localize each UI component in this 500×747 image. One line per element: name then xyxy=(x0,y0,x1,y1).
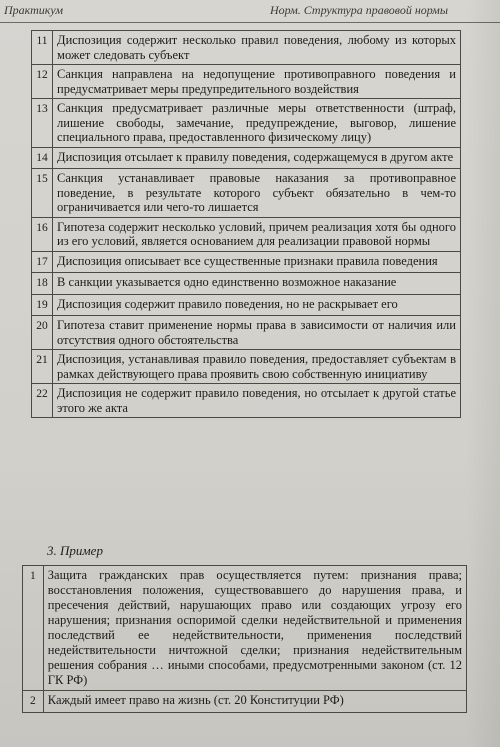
table-row xyxy=(23,691,467,713)
section-title: 3. Пример xyxy=(47,543,103,558)
row-number: 17 xyxy=(32,251,53,273)
example-table xyxy=(22,565,467,713)
row-number: 16 xyxy=(32,217,53,251)
row-text: Диспозиция отсылает к правилу поведения, содержащемуся в другом акте xyxy=(53,147,461,169)
row-number: 14 xyxy=(32,147,53,169)
row-number: 13 xyxy=(32,99,53,148)
row-text: Санкция направлена на недопущение противоправного поведения и предусматривает меры предупредительного воздействия xyxy=(53,65,461,99)
row-text: Каждый имеет право на жизнь (ст. 20 Конституции РФ) xyxy=(43,691,466,713)
table-row xyxy=(32,294,461,316)
table-row xyxy=(32,31,461,65)
row-text: Диспозиция описывает все существенные признаки правила поведения xyxy=(53,251,461,273)
table-row xyxy=(32,251,461,273)
row-number: 18 xyxy=(32,273,53,295)
row-number: 12 xyxy=(32,65,53,99)
table-row xyxy=(32,169,461,218)
table-row xyxy=(32,65,461,99)
table-row xyxy=(32,273,461,295)
row-number: 1 xyxy=(23,566,44,691)
row-text: Диспозиция, устанавливая правило поведения, предоставляет субъектам в рамках действующего права проявить свою собственную инициативу xyxy=(53,350,461,384)
table-row xyxy=(32,147,461,169)
table-row xyxy=(32,99,461,148)
row-text: Диспозиция не содержит правило поведения, но отсылает к другой статье этого же акта xyxy=(53,384,461,418)
table-row xyxy=(32,217,461,251)
table-row xyxy=(23,566,467,691)
row-number: 20 xyxy=(32,316,53,350)
running-head-left: Практикум xyxy=(4,3,64,17)
table-row xyxy=(32,350,461,384)
row-text: Гипотеза содержит несколько условий, причем реализация хотя бы одного из его условий, является основанием для реализации правовой нормы xyxy=(53,217,461,251)
row-number: 21 xyxy=(32,350,53,384)
row-text: В санкции указывается одно единственно возможное наказание xyxy=(53,273,461,295)
table-row xyxy=(32,384,461,418)
row-text: Санкция устанавливает правовые наказания за противоправное поведение, в результате которого субъект обязательно в чем-то ограничивается или чего-то лишается xyxy=(53,169,461,218)
row-number: 22 xyxy=(32,384,53,418)
row-number: 11 xyxy=(32,31,53,65)
running-head-right: Норм. Структура правовой нормы xyxy=(270,3,448,17)
row-number: 19 xyxy=(32,294,53,316)
row-text: Санкция предусматривает различные меры ответственности (штраф, лишение свободы, замечание, предупреждение, выговор, лишение специального права, предоставленного физическому лицу) xyxy=(53,99,461,148)
row-text: Диспозиция содержит правило поведения, но не раскрывает его xyxy=(53,294,461,316)
table-row xyxy=(32,316,461,350)
row-text: Защита гражданских прав осуществляется путем: признания права; восстановления положения, существовавшего до нарушения права, и пресечения действий, нарушающих право или создающих угрозу его нарушения; признания оспоримой сделки недействительной и применения последствий ее недействительности, применения последствий недействительности ничтожной сделки; признания недействительным решения собрания … иными способами, предусмотренными законом (ст. 12 ГК РФ) xyxy=(43,566,466,691)
page-curve-shadow xyxy=(466,0,500,747)
norm-elements-table xyxy=(31,30,461,418)
row-text: Диспозиция содержит несколько правил поведения, любому из которых может следовать субъект xyxy=(53,31,461,65)
running-head xyxy=(0,0,500,23)
row-number: 2 xyxy=(23,691,44,713)
row-text: Гипотеза ставит применение нормы права в зависимости от наличия или отсутствия одного обстоятельства xyxy=(53,316,461,350)
row-number: 15 xyxy=(32,169,53,218)
